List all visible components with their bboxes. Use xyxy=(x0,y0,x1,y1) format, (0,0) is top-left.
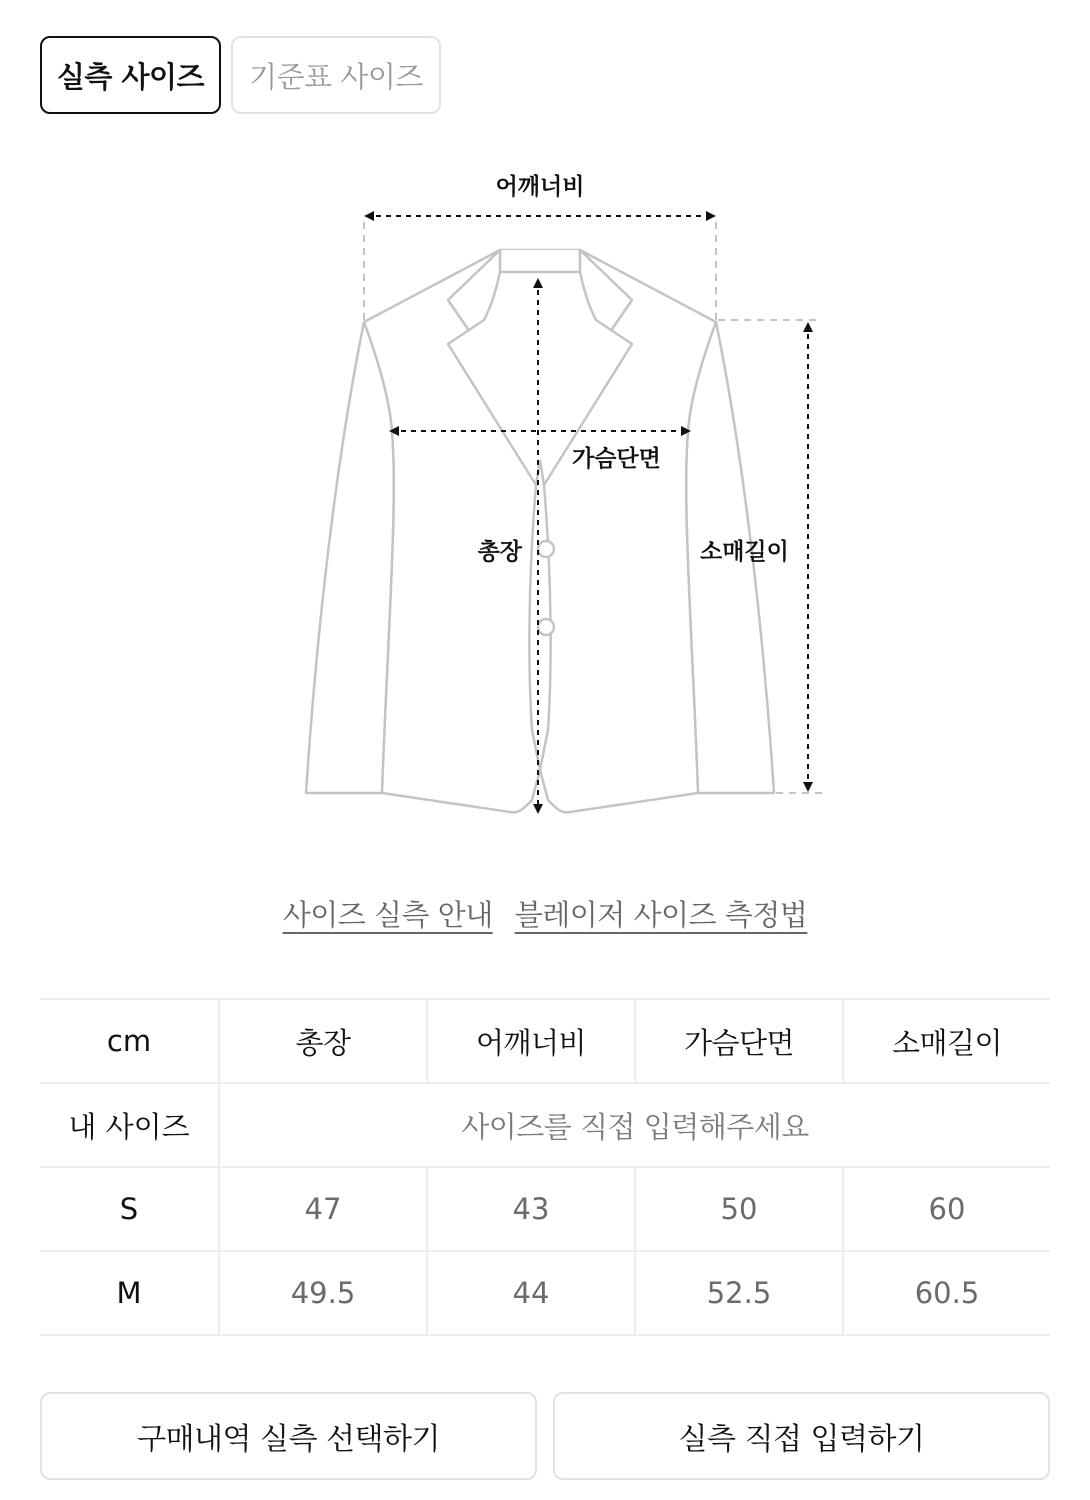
table-cell: 60.5 xyxy=(843,1251,1050,1335)
label-chest-width: 가슴단면 xyxy=(572,446,661,472)
my-size-input-prompt[interactable]: 사이즈를 직접 입력해주세요 xyxy=(219,1083,1050,1167)
size-label: M xyxy=(40,1251,219,1335)
enter-measurement-directly-button[interactable]: 실측 직접 입력하기 xyxy=(553,1392,1050,1480)
table-cell: 60 xyxy=(843,1167,1050,1251)
unit-label: cm xyxy=(40,999,219,1083)
tab-standard-size[interactable]: 기준표 사이즈 xyxy=(231,36,441,114)
blazer-measurement-diagram xyxy=(0,160,1090,840)
header-total-length: 총장 xyxy=(219,999,427,1083)
select-from-purchase-history-button[interactable]: 구매내역 실측 선택하기 xyxy=(40,1392,537,1480)
table-cell: 44 xyxy=(427,1251,635,1335)
tab-measured-size[interactable]: 실측 사이즈 xyxy=(40,36,221,114)
table-cell: 47 xyxy=(219,1167,427,1251)
blazer-measure-method-link[interactable]: 블레이저 사이즈 측정법 xyxy=(514,898,808,932)
label-sleeve-length: 소매길이 xyxy=(700,539,789,565)
my-size-label: 내 사이즈 xyxy=(40,1083,219,1167)
blazer-outline xyxy=(306,250,774,812)
label-shoulder-width: 어깨너비 xyxy=(495,174,585,200)
size-label: S xyxy=(40,1167,219,1251)
my-size-row xyxy=(40,1083,1050,1167)
size-table xyxy=(40,998,1050,1336)
table-cell: 43 xyxy=(427,1167,635,1251)
table-cell: 52.5 xyxy=(635,1251,843,1335)
table-cell: 49.5 xyxy=(219,1251,427,1335)
table-row xyxy=(40,1167,1050,1251)
label-total-length: 총장 xyxy=(477,539,522,565)
table-row xyxy=(40,1251,1050,1335)
table-cell: 50 xyxy=(635,1167,843,1251)
header-shoulder-width: 어깨너비 xyxy=(427,999,635,1083)
table-header-row xyxy=(40,999,1050,1083)
header-sleeve-length: 소매길이 xyxy=(843,999,1050,1083)
size-measure-guide-link[interactable]: 사이즈 실측 안내 xyxy=(282,898,493,932)
size-links xyxy=(0,893,1090,934)
header-chest-width: 가슴단면 xyxy=(635,999,843,1083)
